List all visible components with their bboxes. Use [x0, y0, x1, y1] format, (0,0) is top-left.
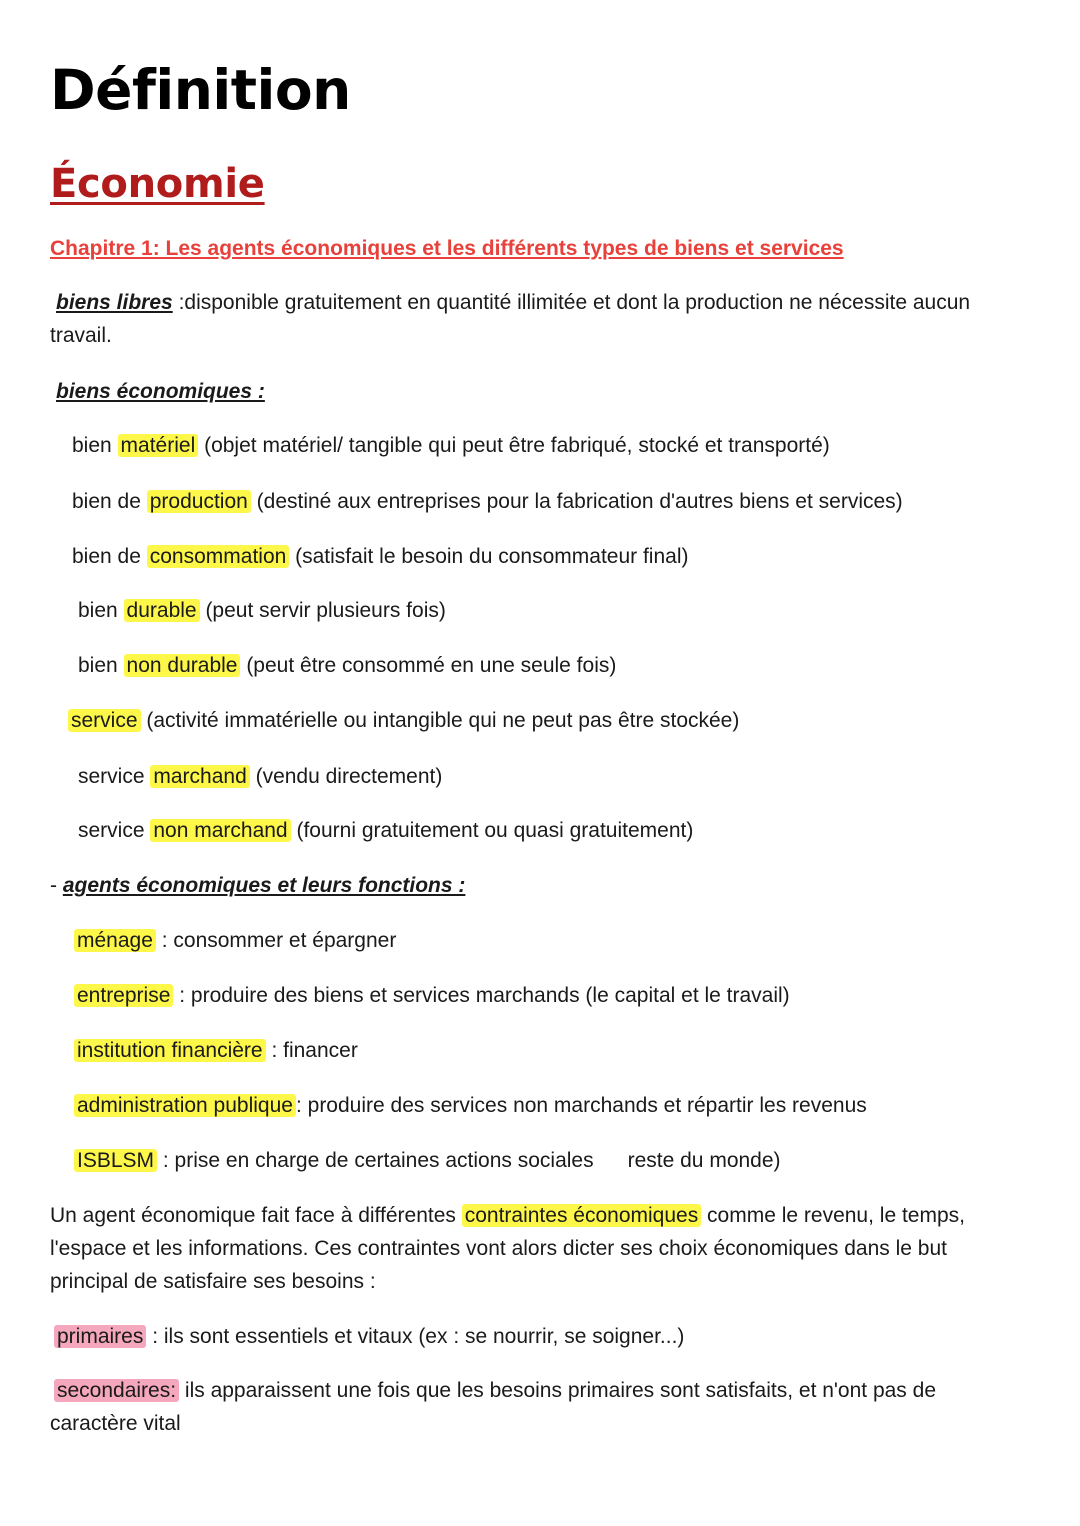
item-term: durable [124, 599, 200, 622]
agent-desc: : produire des biens et services marchands (le capital et le travail) [173, 984, 790, 1007]
besoin-term: secondaires: [54, 1379, 179, 1402]
besoin-term: primaires [54, 1325, 146, 1348]
item-prefix: bien de [72, 545, 147, 568]
agent-item [74, 924, 396, 957]
agent-item [74, 1089, 867, 1122]
item-prefix: service [78, 765, 151, 788]
item-prefix: service [78, 819, 151, 842]
besoin-desc: ils apparaissent une fois que les besoins primaires sont satisfaits, et n'ont pas de caractère vital [50, 1379, 937, 1435]
agent-desc: : prise en charge de certaines actions sociales [157, 1149, 594, 1172]
item-term: non durable [124, 654, 241, 677]
item-term: consommation [147, 545, 290, 568]
besoin-desc: : ils sont essentiels et vitaux (ex : se nourrir, se soigner...) [146, 1325, 685, 1348]
chapter-heading: Chapitre 1: Les agents économiques et les différents types de biens et services [50, 237, 844, 260]
agent-term: entreprise [74, 984, 173, 1007]
bien-item [72, 485, 903, 518]
item-prefix: bien [78, 654, 124, 677]
agents-heading [50, 869, 465, 902]
item-desc: (peut être consommé en une seule fois) [240, 654, 617, 677]
agent-desc: : consommer et épargner [155, 929, 397, 952]
biens-libres-text: :disponible gratuitement en quantité illimitée et dont la production ne nécessite aucun travail. [50, 291, 971, 347]
item-desc: (fourni gratuitement ou quasi gratuitement) [290, 819, 694, 842]
item-desc: (peut servir plusieurs fois) [199, 599, 446, 622]
bien-item [78, 594, 446, 627]
biens-libres-definition [50, 286, 1020, 352]
bien-item [78, 814, 693, 847]
agent-term: institution financière [74, 1039, 266, 1062]
agents-heading-text: agents économiques et leurs fonctions : [62, 874, 466, 897]
besoin-item [50, 1374, 1020, 1440]
item-term: non marchand [150, 819, 290, 842]
item-term: marchand [150, 765, 249, 788]
bien-item [78, 649, 616, 682]
biens-economiques-heading [56, 375, 265, 408]
item-prefix: bien [78, 599, 124, 622]
page-title: Définition [50, 58, 351, 122]
contraintes-term: contraintes économiques [462, 1204, 701, 1227]
item-desc: (vendu directement) [249, 765, 443, 788]
item-term: service [68, 709, 141, 732]
bien-item [72, 540, 688, 573]
agent-term: administration publique [74, 1094, 296, 1117]
biens-libres-term: biens libres [56, 291, 173, 314]
agent-item [74, 979, 790, 1012]
item-desc: (objet matériel/ tangible qui peut être fabriqué, stocké et transporté) [198, 434, 830, 457]
agent-item [74, 1034, 358, 1067]
subject-heading: Économie [50, 161, 265, 207]
item-term: production [147, 490, 251, 513]
bien-item [72, 429, 830, 462]
item-term: matériel [118, 434, 199, 457]
besoin-item [54, 1320, 684, 1353]
item-prefix: bien [72, 434, 118, 457]
bien-item [68, 704, 739, 737]
item-desc: (activité immatérielle ou intangible qui ne peut pas être stockée) [140, 709, 740, 732]
item-desc: (satisfait le besoin du consommateur final) [289, 545, 689, 568]
agent-desc: : financer [265, 1039, 358, 1062]
contraintes-after: comme le revenu, le temps, l'espace et les informations. Ces contraintes vont alors dicter ses choix économiques dans le but principal de satisfaire ses besoins : [50, 1204, 965, 1293]
agent-item [74, 1144, 781, 1177]
item-desc: (destiné aux entreprises pour la fabrication d'autres biens et services) [250, 490, 903, 513]
agent-term: ISBLSM [74, 1149, 157, 1172]
biens-economiques-heading-text: biens économiques : [56, 380, 265, 403]
contraintes-paragraph [50, 1199, 1020, 1298]
agent-extra: reste du monde) [627, 1149, 781, 1172]
agent-desc: : produire des services non marchands et répartir les revenus [295, 1094, 867, 1117]
contraintes-before: Un agent économique fait face à différentes [50, 1204, 462, 1227]
agent-term: ménage [74, 929, 156, 952]
agents-dash: - [50, 874, 63, 897]
bien-item [78, 760, 442, 793]
item-prefix: bien de [72, 490, 147, 513]
